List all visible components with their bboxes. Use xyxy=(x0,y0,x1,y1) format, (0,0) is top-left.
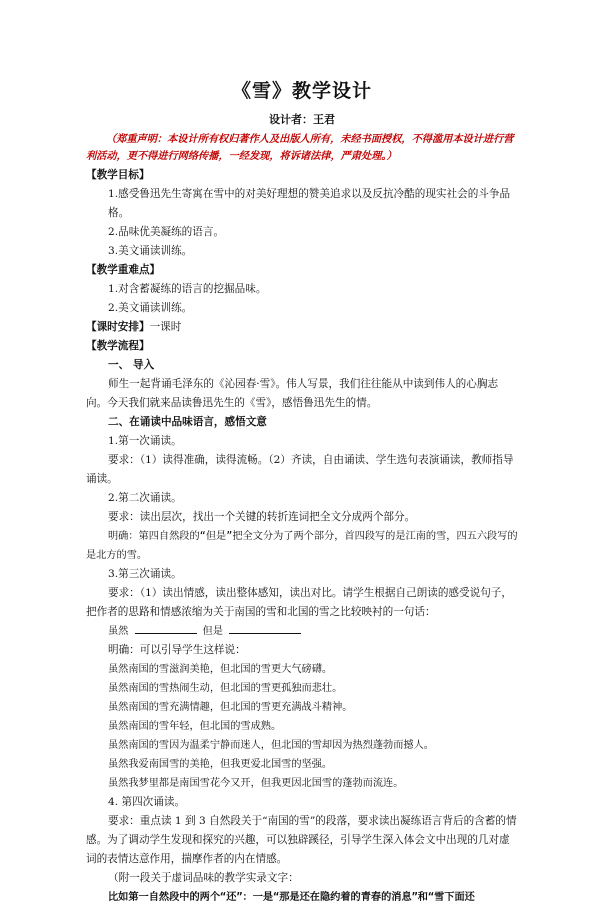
reading-requirement: 要求：（1）读得准确，读得流畅。（2）齐读，自由诵读、学生选句表演诵读，教师指导诵读。 xyxy=(86,454,514,485)
goal-item: 3.美文诵读训练。 xyxy=(108,245,193,257)
example-sentence: 虽然南国的雪充满情趣，但北国的雪更充满战斗精神。 xyxy=(108,702,353,713)
reading-step: 1.第一次诵读。 xyxy=(108,435,182,447)
schedule-line xyxy=(86,318,518,337)
section-heading: 二、在诵读中品味语言，感悟文意 xyxy=(108,416,267,428)
blank-line xyxy=(229,622,301,634)
example-sentence: 虽然南国的雪因为温柔宁静而迷人，但北国的雪却因为热烈蓬勃而撼人。 xyxy=(108,740,434,751)
reading-step: 4. 第四次诵读。 xyxy=(108,796,186,808)
example-sentence: 虽然南国的雪年轻，但北国的雪成熟。 xyxy=(108,721,282,732)
appendix-text: 比如第一自然段中的两个“还”：一是“那是还在隐约着的青春的消息”和“雪下面还 xyxy=(108,892,475,903)
key-points-heading: 【教学重难点】 xyxy=(86,264,161,276)
intro-paragraph: 师生一起背诵毛泽东的《沁园春·雪》。伟人写景，我们往往能从中读到伟人的心胸志向。今天我们就来品读鲁迅先生的《雪》，感悟鲁迅先生的情。 xyxy=(86,378,499,409)
process-heading: 【教学流程】 xyxy=(86,340,150,352)
reading-requirement: 要求：（1）读出情感，读出整体感知，读出对比。请学生根据自己朗读的感受说句子，把作者的思路和情感浓缩为关于南国的雪和北国的雪之比较映衬的一句话： xyxy=(86,587,512,618)
key-point-item: 2.美文诵读训练。 xyxy=(108,302,193,314)
blank-line xyxy=(135,622,197,634)
reading-step: 3.第三次诵读。 xyxy=(108,568,182,580)
example-sentence: 虽然南国的雪滋润美艳，但北国的雪更大气磅礴。 xyxy=(108,664,333,675)
clarification-intro: 明确：可以引导学生这样说： xyxy=(108,644,246,656)
appendix-intro: （附一段关于虚词品味的教学实录文字： xyxy=(108,872,299,884)
designer-line: 设计者：王君 xyxy=(269,113,335,126)
example-sentence: 虽然南国的雪热闹生动，但北国的雪更孤独而悲壮。 xyxy=(108,683,343,694)
reading-step: 2.第二次诵读。 xyxy=(108,492,182,504)
goal-item: 1.感受鲁迅先生寄寓在雪中的对美好理想的赞美追求以及反抗冷酷的现实社会的斗争品格。 xyxy=(108,188,511,219)
page-title: 《雪》教学设计 xyxy=(231,80,372,102)
example-sentence: 虽然我爱南国雪的美艳，但我更爱北国雪的坚强。 xyxy=(108,759,333,770)
example-sentence: 虽然我梦里都是南国雪花今又开，但我更因北国雪的蓬勃而流连。 xyxy=(108,778,404,789)
clarification: 明确：第四自然段的“但是”把全文分为了两个部分，首四段写的是江南的雪，四五六段写的是北方的雪。 xyxy=(86,531,518,561)
schedule-value: 一课时 xyxy=(149,321,182,333)
blank-middle: 但是 xyxy=(202,626,224,637)
document-page xyxy=(86,76,518,907)
section-heading: 一、 导入 xyxy=(108,359,155,371)
goals-heading: 【教学目标】 xyxy=(86,169,150,181)
reading-requirement: 要求：读出层次，找出一个关键的转折连词把全文分成两个部分。 xyxy=(108,511,416,523)
key-point-item: 1.对含蓄凝练的语言的挖掘品味。 xyxy=(108,283,267,295)
blank-prefix: 虽然 xyxy=(108,626,129,637)
goal-item: 2.品味优美凝练的语言。 xyxy=(108,226,225,238)
copyright-notice: （郑重声明：本设计所有权归著作人及出版人所有，未经书面授权，不得滥用本设计进行营利活动，更不得进行网络传播，一经发现，将诉诸法律，严肃处理。） xyxy=(86,133,514,162)
reading-requirement: 要求：重点读 1 到 3 自然段关于“南国的雪”的段落，要求读出凝练语言背后的含蓄的情感。为了调动学生发现和探究的兴趣，可以独辟蹊径，引导学生深入体会文中出现的几对虚词的表情达意作用，揣摩作者的内在情感。 xyxy=(86,815,517,865)
schedule-heading: 【课时安排】 xyxy=(86,321,150,333)
fill-blank-sentence xyxy=(86,622,518,641)
